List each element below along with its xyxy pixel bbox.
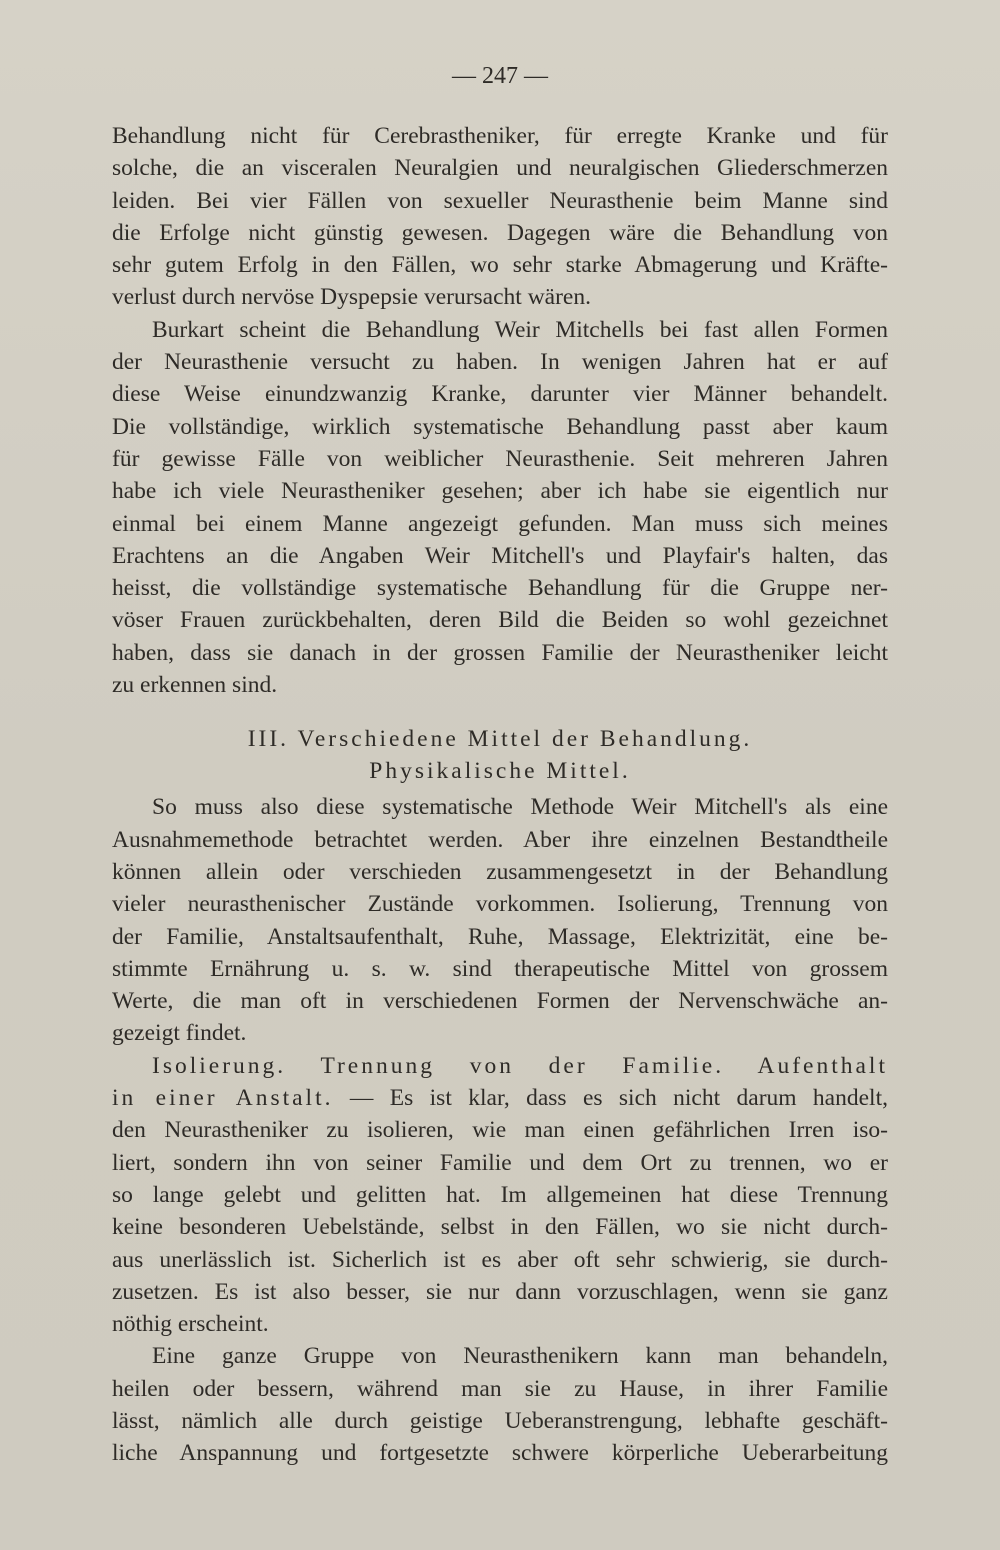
text-line: Behandlung nicht für Cerebrastheniker, für erregte Kranke und für [112,123,888,149]
text-line: Burkart scheint die Behandlung Weir Mitchells bei fast allen Formen [152,316,888,343]
text-line: vieler neurasthenischer Zustände vorkommen. Isolierung, Trennung von [112,891,888,918]
text-line: den Neurastheniker zu isolieren, wie man einen gefährlichen Irren iso- [112,1117,888,1144]
text-line: gezeigt findet. [112,1020,247,1047]
text-line [112,1082,888,1114]
paragraph-1 [112,120,888,314]
paragraph-2 [112,314,888,702]
text-line: Erachtens an die Angaben Weir Mitchell's und Playfair's halten, das [112,542,888,569]
text-line: leiden. Bei vier Fällen von sexueller Neurasthenie beim Manne sind [112,187,888,214]
text-line: zusetzen. Es ist also besser, sie nur dann vorzuschlagen, wenn sie ganz [112,1278,888,1305]
text-line: habe ich viele Neurastheniker gesehen; aber ich habe sie eigentlich nur [112,478,888,505]
text-line: zu erkennen sind. [112,672,278,699]
section-heading-line-2: Physikalische Mittel. [369,758,631,785]
text-line: liche Anspannung und fortgesetzte schwere körperliche Ueberarbeitung [112,1440,888,1467]
text-line: keine besonderen Uebelstände, selbst in den Fällen, wo sie nicht durch- [112,1214,888,1241]
text-line: für gewisse Fälle von weiblicher Neurasthenie. Seit mehreren Jahren [112,445,888,472]
text-line [112,1050,888,1082]
lead-rest: — Es ist klar, dass es sich nicht darum handelt, [333,1085,888,1112]
text-line: können allein oder verschieden zusammengesetzt in der Behandlung [112,858,888,885]
text-line: stimmte Ernährung u. s. w. sind therapeutische Mittel von grossem [112,955,888,982]
text-line: solche, die an visceralen Neuralgien und neuralgischen Gliederschmerzen [112,155,888,182]
page-number: — 247 — [452,63,548,89]
text-line: Ausnahmemethode betrachtet werden. Aber ihre einzelnen Bestandtheile [112,826,888,853]
spaced-lead-2: in einer Anstalt. [112,1085,334,1112]
text-line: heilen oder bessern, während man sie zu Hause, in ihrer Familie [112,1375,888,1402]
text-line: nöthig erscheint. [112,1311,269,1338]
text-line: einmal bei einem Manne angezeigt gefunden. Man muss sich meines [112,510,888,537]
text-line: so lange gelebt und gelitten hat. Im allgemeinen hat diese Trennung [112,1181,888,1208]
text-line: Werte, die man oft in verschiedenen Formen der Nervenschwäche an- [112,988,888,1015]
section-heading [112,723,888,787]
text-line: verlust durch nervöse Dyspepsie verursacht wären. [112,284,591,311]
text-line: diese Weise einundzwanzig Kranke, darunter vier Männer behandelt. [112,381,888,408]
text-line: Eine ganze Gruppe von Neurasthenikern kann man behandeln, [152,1343,888,1370]
text-line: lässt, nämlich alle durch geistige Ueberanstrengung, lebhafte geschäft- [112,1407,888,1434]
text-line: der Neurasthenie versucht zu haben. In wenigen Jahren hat er auf [112,349,888,376]
section-paragraph-3 [112,1340,888,1469]
text-line: die Erfolge nicht günstig gewesen. Dagegen wäre die Behandlung von [112,219,888,246]
section-paragraph-2 [112,1050,888,1341]
text-line: haben, dass sie danach in der grossen Familie der Neurastheniker leicht [112,639,888,666]
text-line: heisst, die vollständige systematische Behandlung für die Gruppe ner- [112,575,888,602]
section-heading-line-1: III. Verschiedene Mittel der Behandlung. [247,726,753,753]
text-line: sehr gutem Erfolg in den Fällen, wo sehr starke Abmagerung und Kräfte- [112,252,888,279]
text-line: So muss also diese systematische Methode Weir Mitchell's als eine [152,794,888,821]
text-line: aus unerlässlich ist. Sicherlich ist es aber oft sehr schwierig, sie durch- [112,1246,888,1273]
text-line: der Familie, Anstaltsaufenthalt, Ruhe, Massage, Elektrizität, eine be- [112,923,888,950]
text-line: Die vollständige, wirklich systematische Behandlung passt aber kaum [112,413,888,440]
spaced-lead: Isolierung. Trennung von der Familie. Aufenthalt [152,1052,888,1079]
text-line: vöser Frauen zurückbehalten, deren Bild die Beiden so wohl gezeichnet [112,607,888,634]
text-line: liert, sondern ihn von seiner Familie und dem Ort zu trennen, wo er [112,1149,888,1176]
section-paragraph-1 [112,791,888,1049]
